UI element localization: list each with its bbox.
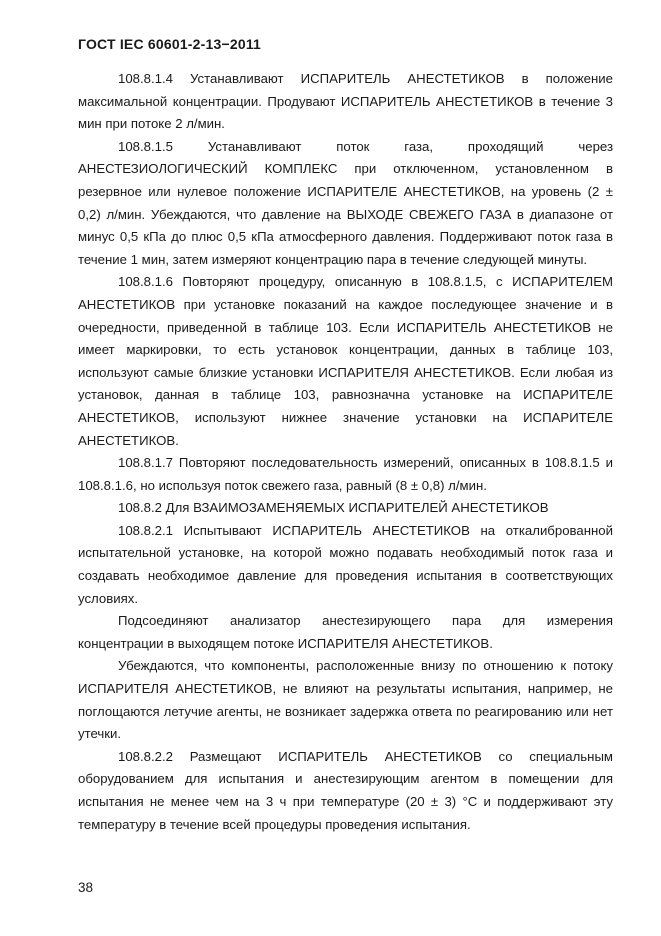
paragraph-verify-components: Убеждаются, что компоненты, расположенные внизу по отношению к потоку ИСПАРИТЕЛЯ АНЕСТЕТИКОВ, не влияют на результаты испытания, например, не поглощаются летучие агенты, не возникает задержка ответа по реагированию или нет утечки. bbox=[78, 658, 613, 742]
section-heading-108-8-2: 108.8.2 Для ВЗАИМОЗАМЕНЯЕМЫХ ИСПАРИТЕЛЕЙ АНЕСТЕТИКОВ bbox=[118, 500, 549, 516]
page-number: 38 bbox=[78, 880, 94, 895]
paragraph-108-8-1-6: 108.8.1.6 Повторяют процедуру, описанную в 108.8.1.5, с ИСПАРИТЕЛЕМ АНЕСТЕТИКОВ при установке показаний на каждое последующее значение и в очередности, приведенной в таблице 103. Если ИСПАРИТЕЛЬ АНЕСТЕТИКОВ не имеет маркировки, то есть установок концентрации, данных в таблице 103, используют самые близкие установки ИСПАРИТЕЛЯ АНЕСТЕТИКОВ. Если любая из установок, данная в таблице 103, равнозначна установке на ИСПАРИТЕЛЕ АНЕСТЕТИКОВ, используют нижнее значение установки на ИСПАРИТЕЛЕ АНЕСТЕТИКОВ. bbox=[78, 274, 613, 448]
paragraph-108-8-2-2: 108.8.2.2 Размещают ИСПАРИТЕЛЬ АНЕСТЕТИКОВ со специальным оборудованием для испытания и анестезирующим агентом в помещении для испытания не менее чем на 3 ч при температуре (20 ± 3) °С и поддерживают эту температуру в течение всей процедуры проведения испытания. bbox=[78, 748, 613, 832]
paragraph-108-8-2-1: 108.8.2.1 Испытывают ИСПАРИТЕЛЬ АНЕСТЕТИКОВ на откалиброванной испытательной установке, на которой можно подавать необходимый поток газа и создавать необходимое давление для проведения испытания в соответствующих условиях. bbox=[78, 522, 613, 606]
document-header: ГОСТ IEC 60601-2-13−2011 bbox=[78, 36, 262, 52]
paragraph-108-8-1-7: 108.8.1.7 Повторяют последовательность измерений, описанных в 108.8.1.5 и 108.8.1.6, но используя поток свежего газа, равный (8 ± 0,8) л/мин. bbox=[78, 455, 613, 493]
paragraph-108-8-1-5: 108.8.1.5 Устанавливают поток газа, проходящий через АНЕСТЕЗИОЛОГИЧЕСКИЙ КОМПЛЕКС при отключенном, установленном в резервное или нулевое положение ИСПАРИТЕЛЕ АНЕСТЕТИКОВ, на уровень (2 ± 0,2) л/мин. Убеждаются, что давление на ВЫХОДЕ СВЕЖЕГО ГАЗА в диапазоне от минус 0,5 кПа до плюс 0,5 кПа атмосферного давления. Поддерживают поток газа в течение 1 мин, затем измеряют концентрацию пара в течение следующей минуты. bbox=[78, 138, 613, 267]
paragraph-108-8-1-4: 108.8.1.4 Устанавливают ИСПАРИТЕЛЬ АНЕСТЕТИКОВ в положение максимальной концентрации. Продувают ИСПАРИТЕЛЬ АНЕСТЕТИКОВ в течение 3 мин при потоке 2 л/мин. bbox=[78, 71, 613, 132]
paragraph-connect-analyzer: Подсоединяют анализатор анестезирующего пара для измерения концентрации в выходящем потоке ИСПАРИТЕЛЯ АНЕСТЕТИКОВ. bbox=[78, 613, 613, 651]
document-body bbox=[78, 68, 613, 836]
